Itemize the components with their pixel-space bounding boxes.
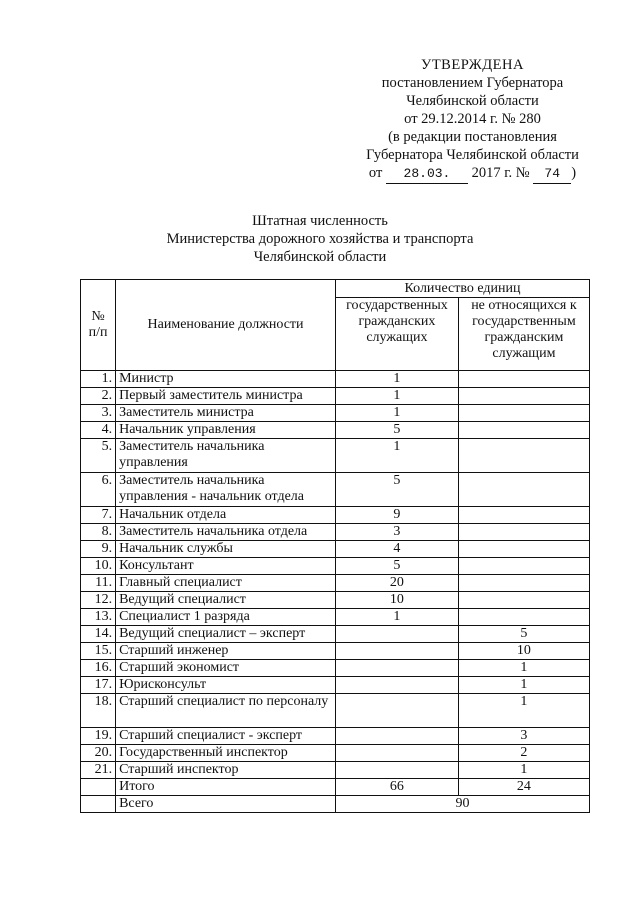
row-number: 6. (81, 473, 116, 507)
approval-year: 2017 г. № (471, 165, 530, 181)
row-non-count (458, 609, 589, 626)
approval-line-3: Челябинской области (406, 93, 539, 109)
approval-date-field: 28.03. (386, 165, 468, 184)
row-number: 20. (81, 745, 116, 762)
row-number: 21. (81, 762, 116, 779)
title-line-2: Министерства дорожного хозяйства и транспорта (166, 231, 474, 247)
total-row (81, 779, 590, 796)
row-number: 13. (81, 609, 116, 626)
row-gov-count (336, 677, 459, 694)
row-non-count (458, 422, 589, 439)
row-position-name: Заместитель министра (116, 405, 336, 422)
approval-block (350, 56, 595, 184)
total-num (81, 779, 116, 796)
row-gov-count (336, 762, 459, 779)
approval-line-5: (в редакции постановления (388, 129, 557, 145)
row-non-count (458, 439, 589, 473)
table-row (81, 507, 590, 524)
table-row (81, 694, 590, 728)
grand-total-row (81, 796, 590, 813)
row-number: 3. (81, 405, 116, 422)
approval-line-7 (350, 164, 595, 184)
row-gov-count: 5 (336, 558, 459, 575)
row-number: 17. (81, 677, 116, 694)
row-number: 18. (81, 694, 116, 728)
grand-label: Всего (116, 796, 336, 813)
row-gov-count: 20 (336, 575, 459, 592)
row-position-name: Заместитель начальника управления - начальник отдела (116, 473, 336, 507)
row-non-count (458, 405, 589, 422)
row-number: 10. (81, 558, 116, 575)
table-body (81, 371, 590, 779)
table-row (81, 592, 590, 609)
row-position-name: Старший специалист - эксперт (116, 728, 336, 745)
grand-value: 90 (336, 796, 590, 813)
row-number: 9. (81, 541, 116, 558)
row-position-name: Начальник службы (116, 541, 336, 558)
row-gov-count (336, 745, 459, 762)
row-gov-count (336, 660, 459, 677)
row-gov-count (336, 694, 459, 728)
row-position-name: Юрисконсульт (116, 677, 336, 694)
row-position-name: Специалист 1 разряда (116, 609, 336, 626)
row-gov-count: 4 (336, 541, 459, 558)
table-row (81, 677, 590, 694)
row-position-name: Заместитель начальника управления (116, 439, 336, 473)
table-row (81, 762, 590, 779)
row-position-name: Заместитель начальника отдела (116, 524, 336, 541)
row-non-count (458, 575, 589, 592)
row-position-name: Старший инженер (116, 643, 336, 660)
approval-heading: УТВЕРЖДЕНА (421, 57, 524, 73)
row-non-count: 1 (458, 694, 589, 728)
approval-line-6: Губернатора Челябинской области (366, 147, 579, 163)
row-non-count (458, 592, 589, 609)
row-number: 19. (81, 728, 116, 745)
row-gov-count: 9 (336, 507, 459, 524)
row-position-name: Старший инспектор (116, 762, 336, 779)
row-position-name: Старший экономист (116, 660, 336, 677)
table-row (81, 626, 590, 643)
table-row (81, 388, 590, 405)
row-non-count (458, 541, 589, 558)
row-non-count (458, 507, 589, 524)
row-non-count: 3 (458, 728, 589, 745)
total-label: Итого (116, 779, 336, 796)
row-gov-count: 5 (336, 473, 459, 507)
row-non-count: 1 (458, 660, 589, 677)
table-row (81, 524, 590, 541)
row-number: 12. (81, 592, 116, 609)
row-number: 15. (81, 643, 116, 660)
total-non: 24 (458, 779, 589, 796)
row-position-name: Старший специалист по персоналу (116, 694, 336, 728)
header-num: № п/п (81, 280, 116, 371)
row-number: 7. (81, 507, 116, 524)
row-non-count: 1 (458, 677, 589, 694)
table-row (81, 728, 590, 745)
table-row (81, 745, 590, 762)
title-line-1: Штатная численность (252, 213, 388, 229)
row-non-count: 2 (458, 745, 589, 762)
row-position-name: Министр (116, 371, 336, 388)
row-gov-count: 10 (336, 592, 459, 609)
table-row (81, 643, 590, 660)
table-row (81, 541, 590, 558)
row-number: 14. (81, 626, 116, 643)
header-gov: государственных гражданских служащих (336, 298, 459, 371)
document-title (0, 212, 640, 266)
row-number: 2. (81, 388, 116, 405)
approval-suffix: ) (571, 165, 577, 181)
table-row (81, 473, 590, 507)
header-count-group: Количество единиц (336, 280, 590, 298)
header-non: не относящихся к государственным гражданским служащим (458, 298, 589, 371)
row-gov-count: 1 (336, 439, 459, 473)
title-line-3: Челябинской области (253, 249, 387, 265)
row-number: 11. (81, 575, 116, 592)
table-row (81, 660, 590, 677)
total-gov: 66 (336, 779, 459, 796)
table-row (81, 439, 590, 473)
row-position-name: Консультант (116, 558, 336, 575)
row-position-name: Ведущий специалист – эксперт (116, 626, 336, 643)
row-gov-count (336, 728, 459, 745)
row-position-name: Ведущий специалист (116, 592, 336, 609)
row-number: 8. (81, 524, 116, 541)
row-non-count (458, 473, 589, 507)
row-non-count: 5 (458, 626, 589, 643)
row-gov-count: 5 (336, 422, 459, 439)
row-gov-count: 1 (336, 388, 459, 405)
row-position-name: Главный специалист (116, 575, 336, 592)
row-non-count (458, 524, 589, 541)
row-number: 4. (81, 422, 116, 439)
approval-number-field: 74 (533, 165, 571, 184)
table-row (81, 371, 590, 388)
staff-table (80, 279, 590, 813)
grand-num (81, 796, 116, 813)
approval-line-4: от 29.12.2014 г. № 280 (404, 111, 541, 127)
table-row (81, 575, 590, 592)
row-position-name: Государственный инспектор (116, 745, 336, 762)
row-number: 5. (81, 439, 116, 473)
row-non-count (458, 388, 589, 405)
row-gov-count: 3 (336, 524, 459, 541)
row-number: 1. (81, 371, 116, 388)
row-non-count: 10 (458, 643, 589, 660)
approval-prefix: от (368, 165, 383, 181)
row-position-name: Начальник управления (116, 422, 336, 439)
row-gov-count (336, 643, 459, 660)
table-row (81, 609, 590, 626)
row-gov-count: 1 (336, 405, 459, 422)
header-name: Наименование должности (116, 280, 336, 371)
row-gov-count: 1 (336, 371, 459, 388)
table-row (81, 558, 590, 575)
table-row (81, 422, 590, 439)
row-number: 16. (81, 660, 116, 677)
row-position-name: Начальник отдела (116, 507, 336, 524)
row-gov-count (336, 626, 459, 643)
row-position-name: Первый заместитель министра (116, 388, 336, 405)
row-gov-count: 1 (336, 609, 459, 626)
row-non-count (458, 371, 589, 388)
row-non-count: 1 (458, 762, 589, 779)
approval-line-2: постановлением Губернатора (381, 75, 564, 91)
row-non-count (458, 558, 589, 575)
table-row (81, 405, 590, 422)
